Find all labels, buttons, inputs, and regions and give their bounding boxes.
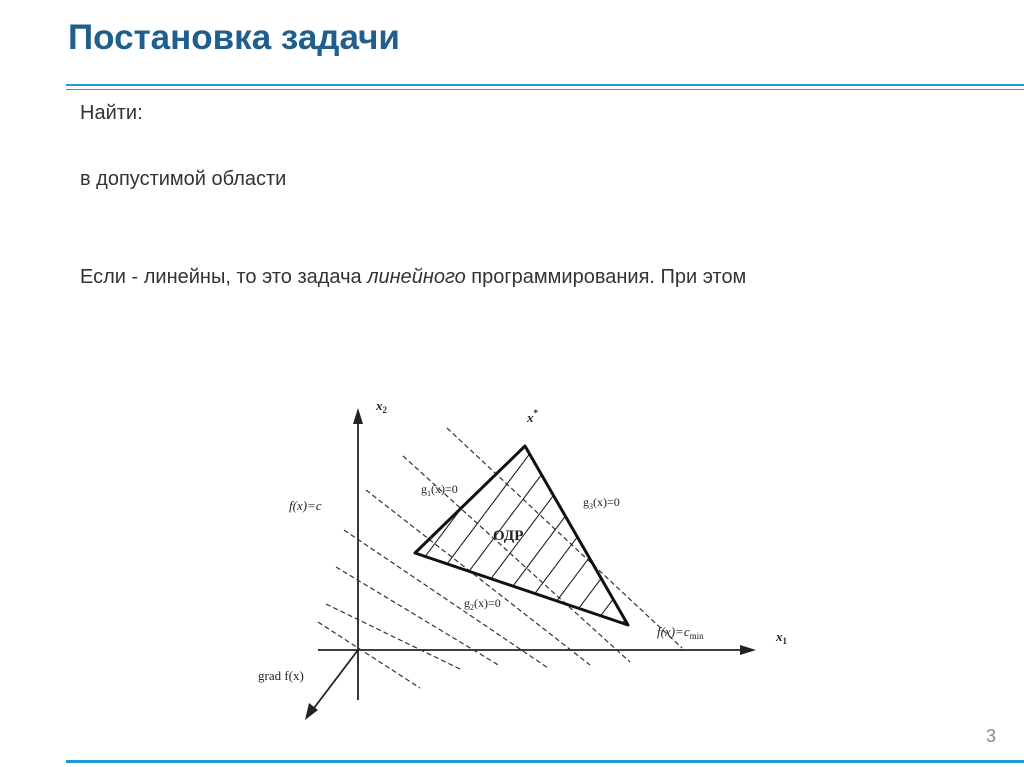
constraint-g3-label: $g_3(x)=0$ [583, 495, 620, 511]
level-cmin-label: $f(x)=c_{min}$ [657, 624, 704, 641]
text-lp-italic: линейного [367, 266, 466, 288]
level-line [344, 530, 548, 668]
level-line [447, 428, 682, 648]
x2-arrowhead [353, 408, 363, 424]
text-lp-part1: Если - линейны, то это задача [80, 266, 368, 288]
gradient-label: grad f(x) [258, 668, 304, 683]
text-lp-part2: программирования. При этом [465, 266, 747, 288]
constraint-g2-label: $g_2(x)=0$ [464, 596, 501, 612]
page-number: 3 [986, 726, 997, 746]
level-c-label: f(x)=c [289, 498, 322, 513]
text-feasible-region: в допустимой области [80, 168, 287, 190]
level-line [326, 604, 462, 670]
level-lines [318, 428, 682, 688]
region-label: ОДР [493, 528, 524, 544]
text-find: Найти: [80, 102, 143, 124]
constraint-g1-label: $g_1(x)=0$ [421, 482, 458, 498]
level-line [318, 622, 420, 688]
optimum-point-label: x* [527, 408, 538, 425]
x1-arrowhead [740, 645, 756, 655]
x1-axis-label: $x_1$ [776, 629, 787, 646]
gradient-vector [311, 650, 358, 712]
slide-title: Постановка задачи [68, 18, 400, 57]
level-line [336, 567, 500, 666]
x2-axis-label: $x_2$ [376, 398, 387, 415]
level-line [366, 490, 590, 665]
region-hatching [400, 430, 720, 690]
footer-divider [66, 760, 1024, 763]
